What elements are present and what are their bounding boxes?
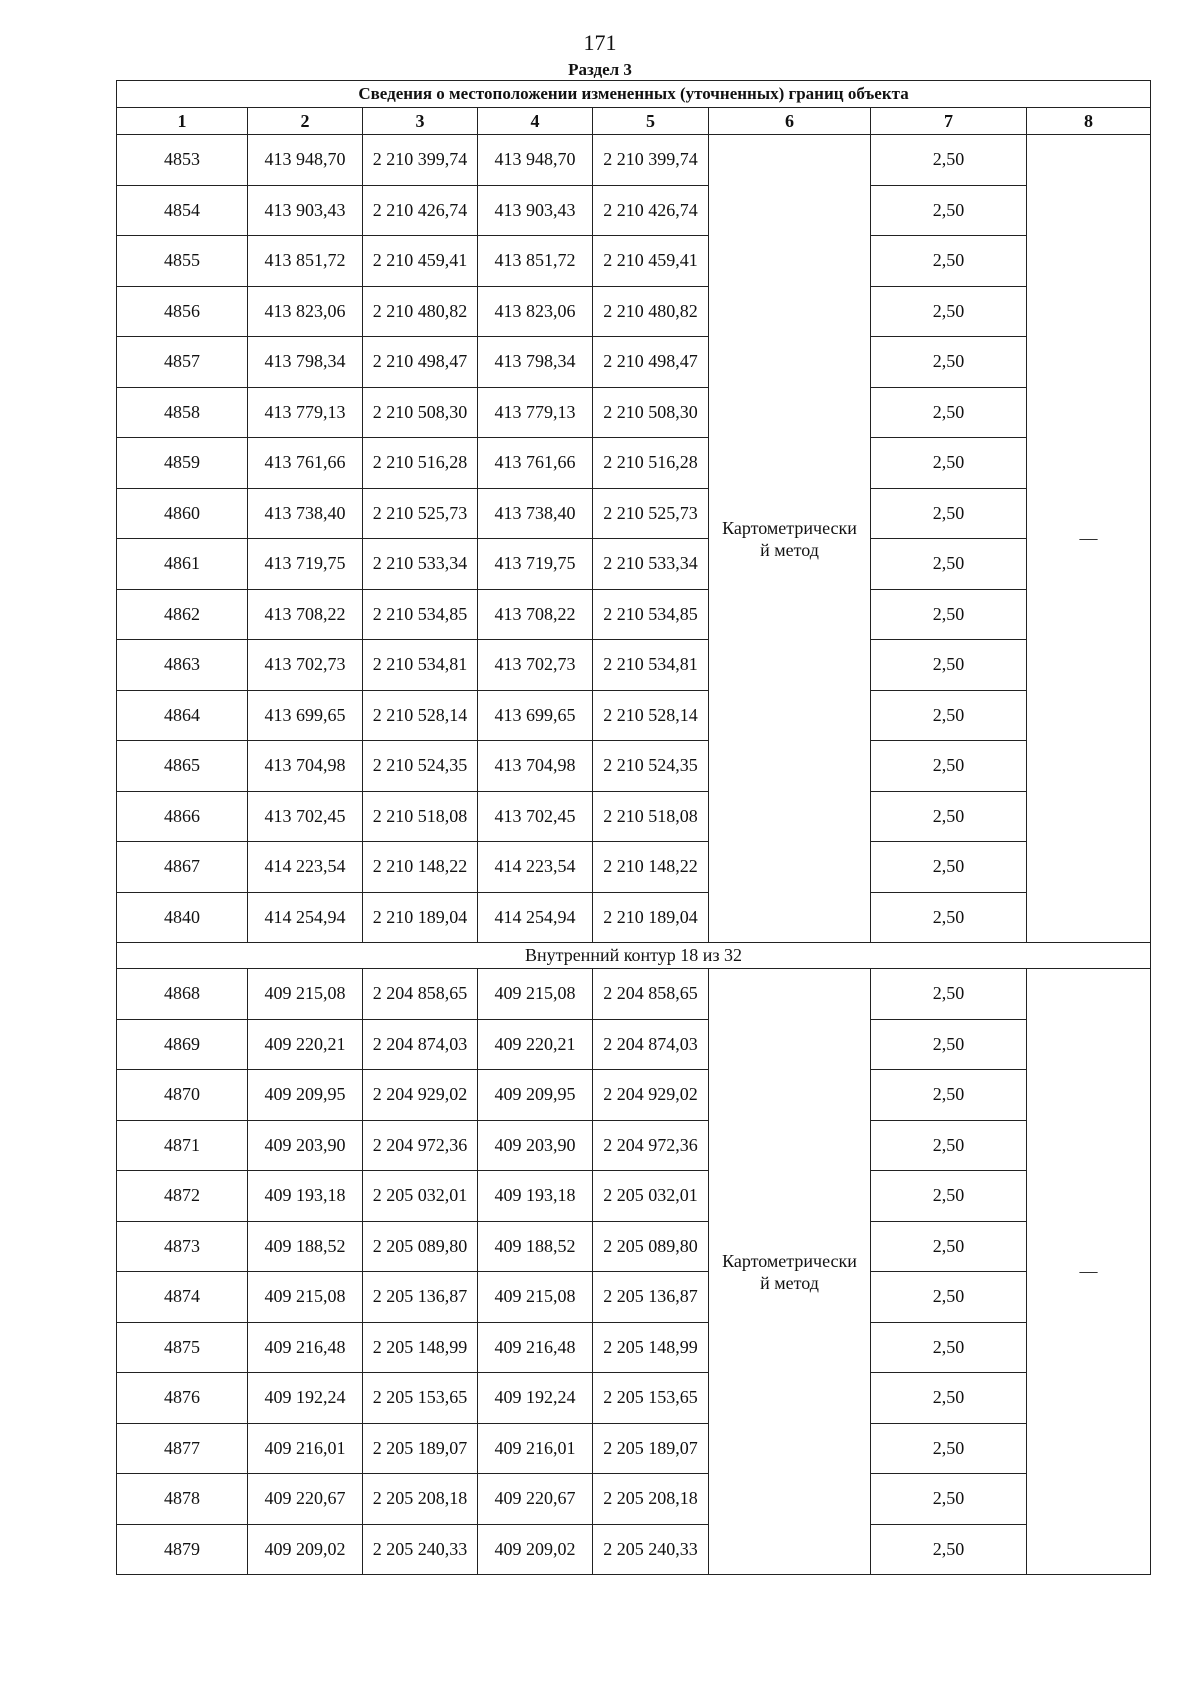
y-new-cell: 2 210 426,74 (593, 185, 709, 236)
y-new-cell: 2 205 148,99 (593, 1322, 709, 1373)
x-old-cell: 413 851,72 (248, 236, 363, 287)
y-new-cell: 2 210 459,41 (593, 236, 709, 287)
accuracy-cell: 2,50 (871, 690, 1027, 741)
y-new-cell: 2 210 399,74 (593, 135, 709, 186)
y-old-cell: 2 210 516,28 (363, 438, 478, 489)
x-old-cell: 413 823,06 (248, 286, 363, 337)
y-new-cell: 2 204 929,02 (593, 1070, 709, 1121)
point-number-cell: 4854 (117, 185, 248, 236)
page-number: 171 (583, 30, 617, 55)
x-new-cell: 413 948,70 (478, 135, 593, 186)
x-old-cell: 413 702,73 (248, 640, 363, 691)
x-new-cell: 413 779,13 (478, 387, 593, 438)
table-row (117, 842, 1151, 893)
y-old-cell: 2 205 032,01 (363, 1171, 478, 1222)
x-new-cell: 409 220,21 (478, 1019, 593, 1070)
accuracy-cell: 2,50 (871, 1171, 1027, 1222)
accuracy-cell: 2,50 (871, 640, 1027, 691)
y-old-cell: 2 210 524,35 (363, 741, 478, 792)
x-new-cell: 413 699,65 (478, 690, 593, 741)
x-old-cell: 413 903,43 (248, 185, 363, 236)
y-old-cell: 2 210 528,14 (363, 690, 478, 741)
x-old-cell: 409 220,67 (248, 1474, 363, 1525)
y-old-cell: 2 210 480,82 (363, 286, 478, 337)
contour-label-row (117, 943, 1151, 969)
y-old-cell: 2 210 426,74 (363, 185, 478, 236)
y-old-cell: 2 205 148,99 (363, 1322, 478, 1373)
y-old-cell: 2 210 508,30 (363, 387, 478, 438)
point-number-cell: 4879 (117, 1524, 248, 1575)
contour-section (117, 943, 1151, 969)
accuracy-cell: 2,50 (871, 1120, 1027, 1171)
point-number-cell: 4865 (117, 741, 248, 792)
y-new-cell: 2 204 858,65 (593, 969, 709, 1020)
y-new-cell: 2 210 525,73 (593, 488, 709, 539)
y-old-cell: 2 204 874,03 (363, 1019, 478, 1070)
y-new-cell: 2 210 534,81 (593, 640, 709, 691)
x-new-cell: 409 193,18 (478, 1171, 593, 1222)
y-old-cell: 2 204 858,65 (363, 969, 478, 1020)
y-new-cell: 2 205 240,33 (593, 1524, 709, 1575)
y-old-cell: 2 204 972,36 (363, 1120, 478, 1171)
table-row (117, 1272, 1151, 1323)
table-row (117, 1070, 1151, 1121)
y-new-cell: 2 210 534,85 (593, 589, 709, 640)
x-old-cell: 409 216,48 (248, 1322, 363, 1373)
y-old-cell: 2 210 518,08 (363, 791, 478, 842)
accuracy-cell: 2,50 (871, 1474, 1027, 1525)
y-old-cell: 2 205 189,07 (363, 1423, 478, 1474)
x-old-cell: 409 215,08 (248, 1272, 363, 1323)
x-new-cell: 409 220,67 (478, 1474, 593, 1525)
x-new-cell: 409 192,24 (478, 1373, 593, 1424)
y-new-cell: 2 210 528,14 (593, 690, 709, 741)
table-row (117, 741, 1151, 792)
x-old-cell: 409 220,21 (248, 1019, 363, 1070)
column-header: 7 (871, 108, 1027, 135)
y-old-cell: 2 210 534,85 (363, 589, 478, 640)
x-old-cell: 409 188,52 (248, 1221, 363, 1272)
x-new-cell: 409 188,52 (478, 1221, 593, 1272)
x-new-cell: 409 215,08 (478, 1272, 593, 1323)
x-new-cell: 409 216,01 (478, 1423, 593, 1474)
y-new-cell: 2 205 153,65 (593, 1373, 709, 1424)
x-old-cell: 413 738,40 (248, 488, 363, 539)
y-old-cell: 2 205 208,18 (363, 1474, 478, 1525)
y-new-cell: 2 210 518,08 (593, 791, 709, 842)
x-new-cell: 413 702,45 (478, 791, 593, 842)
x-new-cell: 413 719,75 (478, 539, 593, 590)
point-number-cell: 4856 (117, 286, 248, 337)
x-new-cell: 409 215,08 (478, 969, 593, 1020)
y-old-cell: 2 210 525,73 (363, 488, 478, 539)
y-old-cell: 2 205 240,33 (363, 1524, 478, 1575)
y-new-cell: 2 210 480,82 (593, 286, 709, 337)
y-old-cell: 2 210 148,22 (363, 842, 478, 893)
y-new-cell: 2 210 148,22 (593, 842, 709, 893)
table-group-1 (117, 135, 1151, 943)
point-number-cell: 4876 (117, 1373, 248, 1424)
y-new-cell: 2 205 089,80 (593, 1221, 709, 1272)
point-number-cell: 4875 (117, 1322, 248, 1373)
accuracy-cell: 2,50 (871, 1272, 1027, 1323)
table-caption: Сведения о местоположении измененных (уточненных) границ объекта (117, 81, 1151, 108)
y-new-cell: 2 205 032,01 (593, 1171, 709, 1222)
x-new-cell: 413 823,06 (478, 286, 593, 337)
y-new-cell: 2 210 498,47 (593, 337, 709, 388)
point-number-cell: 4860 (117, 488, 248, 539)
point-number-cell: 4874 (117, 1272, 248, 1323)
x-old-cell: 413 704,98 (248, 741, 363, 792)
table-row (117, 1373, 1151, 1424)
table-row (117, 438, 1151, 489)
accuracy-cell: 2,50 (871, 185, 1027, 236)
y-old-cell: 2 210 399,74 (363, 135, 478, 186)
x-old-cell: 409 193,18 (248, 1171, 363, 1222)
table-row (117, 690, 1151, 741)
accuracy-cell: 2,50 (871, 842, 1027, 893)
x-new-cell: 409 209,02 (478, 1524, 593, 1575)
accuracy-cell: 2,50 (871, 1070, 1027, 1121)
table-row (117, 1474, 1151, 1525)
y-old-cell: 2 210 189,04 (363, 892, 478, 943)
accuracy-cell: 2,50 (871, 286, 1027, 337)
x-old-cell: 413 798,34 (248, 337, 363, 388)
point-number-cell: 4867 (117, 842, 248, 893)
point-number-cell: 4869 (117, 1019, 248, 1070)
table-row (117, 791, 1151, 842)
point-number-cell: 4859 (117, 438, 248, 489)
method-text-line1: Картометрически (722, 517, 857, 538)
x-new-cell: 413 851,72 (478, 236, 593, 287)
x-new-cell: 414 223,54 (478, 842, 593, 893)
x-new-cell: 413 798,34 (478, 337, 593, 388)
x-new-cell: 409 209,95 (478, 1070, 593, 1121)
x-new-cell: 413 702,73 (478, 640, 593, 691)
table-row (117, 1524, 1151, 1575)
table-row (117, 337, 1151, 388)
table-row (117, 286, 1151, 337)
column-header: 4 (478, 108, 593, 135)
table-row (117, 589, 1151, 640)
point-number-cell: 4868 (117, 969, 248, 1020)
point-number-cell: 4870 (117, 1070, 248, 1121)
y-new-cell: 2 205 136,87 (593, 1272, 709, 1323)
y-new-cell: 2 210 516,28 (593, 438, 709, 489)
point-number-cell: 4862 (117, 589, 248, 640)
table-row (117, 185, 1151, 236)
table-row (117, 1171, 1151, 1222)
table-row (117, 387, 1151, 438)
accuracy-cell: 2,50 (871, 892, 1027, 943)
accuracy-cell: 2,50 (871, 741, 1027, 792)
point-number-cell: 4878 (117, 1474, 248, 1525)
section-title: Раздел 3 (568, 60, 632, 79)
x-new-cell: 409 203,90 (478, 1120, 593, 1171)
x-old-cell: 409 192,24 (248, 1373, 363, 1424)
y-new-cell: 2 205 208,18 (593, 1474, 709, 1525)
point-number-cell: 4866 (117, 791, 248, 842)
y-old-cell: 2 205 089,80 (363, 1221, 478, 1272)
point-number-cell: 4872 (117, 1171, 248, 1222)
y-old-cell: 2 210 459,41 (363, 236, 478, 287)
accuracy-cell: 2,50 (871, 589, 1027, 640)
x-old-cell: 409 209,95 (248, 1070, 363, 1121)
y-old-cell: 2 210 498,47 (363, 337, 478, 388)
accuracy-cell: 2,50 (871, 1423, 1027, 1474)
x-new-cell: 413 704,98 (478, 741, 593, 792)
x-old-cell: 409 203,90 (248, 1120, 363, 1171)
table-row (117, 236, 1151, 287)
description-cell: — (1027, 969, 1151, 1575)
x-old-cell: 413 708,22 (248, 589, 363, 640)
table-row (117, 539, 1151, 590)
accuracy-cell: 2,50 (871, 1524, 1027, 1575)
accuracy-cell: 2,50 (871, 236, 1027, 287)
accuracy-cell: 2,50 (871, 1019, 1027, 1070)
x-old-cell: 409 215,08 (248, 969, 363, 1020)
point-number-cell: 4877 (117, 1423, 248, 1474)
point-number-cell: 4863 (117, 640, 248, 691)
table-row (117, 135, 1151, 186)
accuracy-cell: 2,50 (871, 791, 1027, 842)
table-caption-row (117, 81, 1151, 108)
accuracy-cell: 2,50 (871, 387, 1027, 438)
point-number-cell: 4871 (117, 1120, 248, 1171)
x-new-cell: 413 903,43 (478, 185, 593, 236)
accuracy-cell: 2,50 (871, 488, 1027, 539)
method-text-line1: Картометрически (722, 1250, 857, 1271)
method-text-line2: й метод (760, 539, 819, 560)
point-number-cell: 4857 (117, 337, 248, 388)
column-header: 5 (593, 108, 709, 135)
y-old-cell: 2 210 533,34 (363, 539, 478, 590)
y-old-cell: 2 210 534,81 (363, 640, 478, 691)
x-old-cell: 413 761,66 (248, 438, 363, 489)
x-old-cell: 413 702,45 (248, 791, 363, 842)
accuracy-cell: 2,50 (871, 135, 1027, 186)
table-row (117, 1423, 1151, 1474)
y-new-cell: 2 204 972,36 (593, 1120, 709, 1171)
point-number-cell: 4864 (117, 690, 248, 741)
x-old-cell: 414 254,94 (248, 892, 363, 943)
column-header: 8 (1027, 108, 1151, 135)
accuracy-cell: 2,50 (871, 1322, 1027, 1373)
method-text-line2: й метод (760, 1272, 819, 1293)
table-row (117, 1120, 1151, 1171)
x-new-cell: 413 708,22 (478, 589, 593, 640)
accuracy-cell: 2,50 (871, 438, 1027, 489)
x-new-cell: 413 761,66 (478, 438, 593, 489)
point-number-cell: 4873 (117, 1221, 248, 1272)
column-header: 6 (709, 108, 871, 135)
table-row (117, 488, 1151, 539)
table-row (117, 1019, 1151, 1070)
x-old-cell: 413 719,75 (248, 539, 363, 590)
table-group-2 (117, 969, 1151, 1575)
accuracy-cell: 2,50 (871, 1221, 1027, 1272)
method-cell (709, 969, 871, 1575)
column-header: 2 (248, 108, 363, 135)
table-row (117, 640, 1151, 691)
y-new-cell: 2 210 508,30 (593, 387, 709, 438)
point-number-cell: 4840 (117, 892, 248, 943)
contour-label: Внутренний контур 18 из 32 (117, 943, 1151, 969)
y-new-cell: 2 205 189,07 (593, 1423, 709, 1474)
x-old-cell: 413 948,70 (248, 135, 363, 186)
point-number-cell: 4855 (117, 236, 248, 287)
method-cell (709, 135, 871, 943)
x-old-cell: 413 779,13 (248, 387, 363, 438)
y-new-cell: 2 210 189,04 (593, 892, 709, 943)
accuracy-cell: 2,50 (871, 969, 1027, 1020)
column-header: 3 (363, 108, 478, 135)
point-number-cell: 4858 (117, 387, 248, 438)
x-old-cell: 409 216,01 (248, 1423, 363, 1474)
x-new-cell: 409 216,48 (478, 1322, 593, 1373)
y-new-cell: 2 210 533,34 (593, 539, 709, 590)
x-old-cell: 409 209,02 (248, 1524, 363, 1575)
description-cell: — (1027, 135, 1151, 943)
table-row (117, 892, 1151, 943)
y-old-cell: 2 204 929,02 (363, 1070, 478, 1121)
y-new-cell: 2 204 874,03 (593, 1019, 709, 1070)
y-new-cell: 2 210 524,35 (593, 741, 709, 792)
column-number-row (117, 108, 1151, 135)
table-row (117, 1221, 1151, 1272)
accuracy-cell: 2,50 (871, 337, 1027, 388)
point-number-cell: 4853 (117, 135, 248, 186)
accuracy-cell: 2,50 (871, 539, 1027, 590)
x-old-cell: 413 699,65 (248, 690, 363, 741)
accuracy-cell: 2,50 (871, 1373, 1027, 1424)
table-row (117, 1322, 1151, 1373)
point-number-cell: 4861 (117, 539, 248, 590)
y-old-cell: 2 205 136,87 (363, 1272, 478, 1323)
x-new-cell: 413 738,40 (478, 488, 593, 539)
x-new-cell: 414 254,94 (478, 892, 593, 943)
y-old-cell: 2 205 153,65 (363, 1373, 478, 1424)
x-old-cell: 414 223,54 (248, 842, 363, 893)
column-header: 1 (117, 108, 248, 135)
coordinates-table (116, 80, 1151, 1575)
table-row (117, 969, 1151, 1020)
